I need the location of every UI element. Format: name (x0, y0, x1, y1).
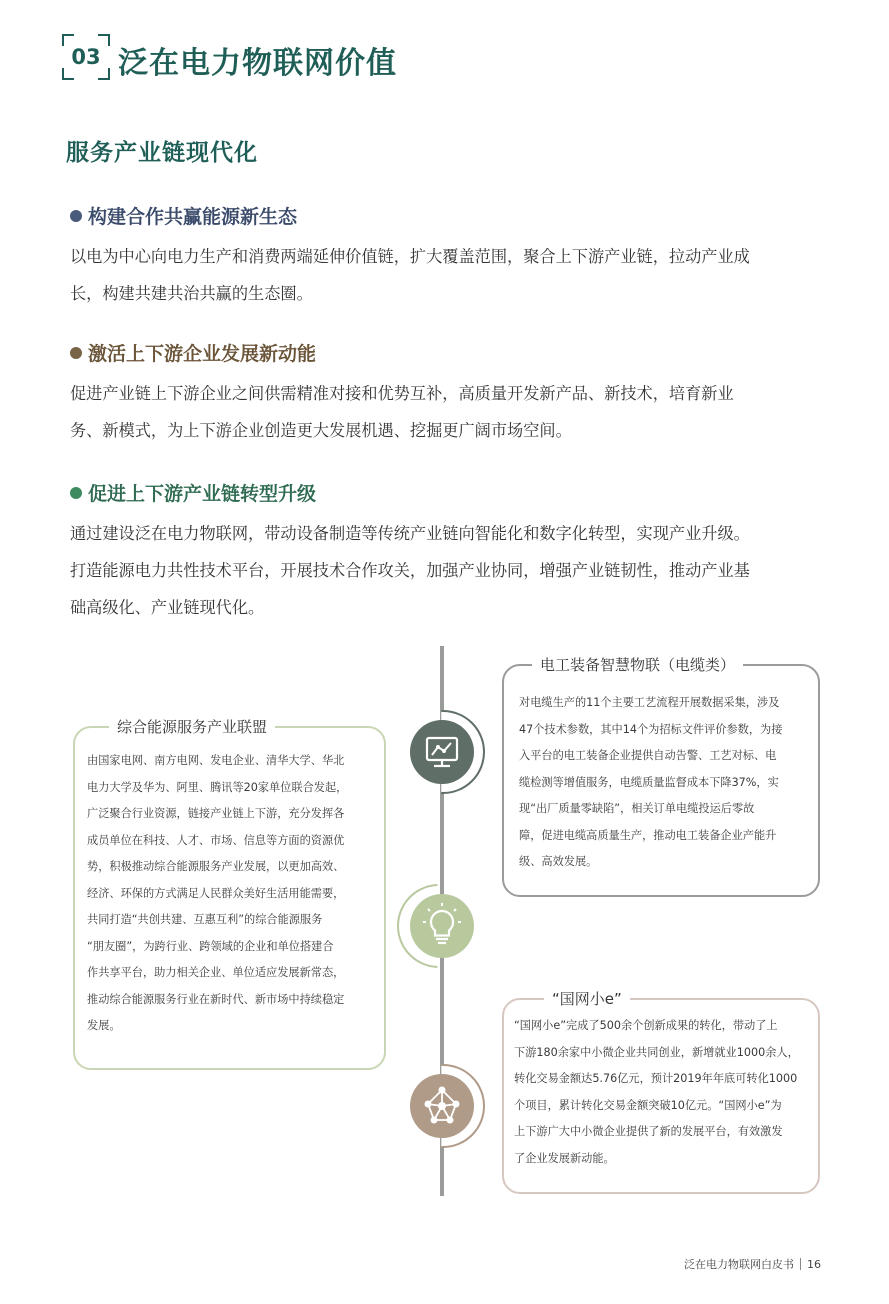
monitor-chart-icon (410, 720, 474, 784)
section-paragraph-3: 通过建设泛在电力物联网，带动设备制造等传统产业链向智能化和数字化转型，实现产业升级。 打造能源电力共性技术平台，开展技术合作攻关，加强产业协同，增强产业链韧性，推动产业基 础高级化、产业链现代化。 (70, 524, 750, 617)
page-title: 泛在电力物联网价值 (118, 46, 397, 81)
section-heading-3: 促进上下游产业链转型升级 (70, 479, 316, 506)
section-number: 03 (71, 45, 101, 69)
page-footer (684, 1256, 821, 1272)
section-heading-1: 构建合作共赢能源新生态 (70, 202, 297, 229)
bullet-dot-icon (70, 347, 82, 359)
box-title: “国网小e” (544, 988, 630, 1009)
energy-alliance-box (73, 718, 386, 1070)
section-number-box (62, 34, 110, 80)
bullet-dot-icon (70, 210, 82, 222)
box-body: 对电缆生产的11个主要工艺流程开展数据采集，涉及 47个技术参数，其中14个为招标文件评价参数，为接 入平台的电工装备企业提供自动告警、工艺对标、电 缆检测等增值服务，电缆质量监督成本下降37%，实 现“出厂质量零缺陷”，相关订单电缆投运后零故 障，促进电缆高质量生产，推动电工装备企业产能升 级、高效发展。 (519, 696, 783, 868)
box-body: 由国家电网、南方电网、发电企业、清华大学、华北 电力大学及华为、阿里、腾讯等20家单位联合发起， 广泛聚合行业资源，链接产业链上下游，充分发挥各 成员单位在科技、人才、市场、信息等方面的资源优 势，积极推动综合能源服务产业发展，以更加高效、 经济、环保的方式满足人民群众美好生活用能需要， 共同打造“共创共建、互惠互利”的综合能源服务 “朋友圈”，为跨行业、跨领域的企业和单位搭建合 作共享平台，助力相关企业、单位适应发展新常态， 推动综合能源服务行业在新时代、新市场中持续稳定 发展。 (87, 754, 348, 1032)
footer-doc-title: 泛在电力物联网白皮书 (684, 1258, 794, 1271)
section-paragraph-2: 促进产业链上下游企业之间供需精准对接和优势互补，高质量开发新产品、新技术，培育新业 务、新模式，为上下游企业创造更大发展机遇、挖掘更广阔市场空间。 (70, 384, 734, 440)
box-title: 电工装备智慧物联（电缆类） (532, 654, 743, 675)
section-paragraph-1: 以电为中心向电力生产和消费两端延伸价值链，扩大覆盖范围，聚合上下游产业链，拉动产业成 长，构建共建共治共赢的生态圈。 (70, 247, 750, 303)
section-heading-2: 激活上下游企业发展新动能 (70, 339, 316, 366)
bullet-dot-icon (70, 487, 82, 499)
box-body: “国网小e”完成了500余个创新成果的转化，带动了上 下游180余家中小微企业共同创业，新增就业1000余人， 转化交易金额达5.76亿元，预计2019年年底可转化1000 个项目，累计转化交易金额突破10亿元。“国网小e”为 上下游广大中小微企业提供了新的发展平台，有效激发 了企业发展新动能。 (514, 1019, 799, 1165)
box-title: 综合能源服务产业联盟 (109, 716, 275, 737)
lightbulb-icon (410, 894, 474, 958)
section-subtitle: 服务产业链现代化 (66, 140, 258, 166)
cable-iot-box (502, 656, 820, 897)
network-nodes-icon (410, 1074, 474, 1138)
guowang-xiaoe-box (502, 990, 820, 1194)
page-number: 16 (807, 1258, 821, 1271)
